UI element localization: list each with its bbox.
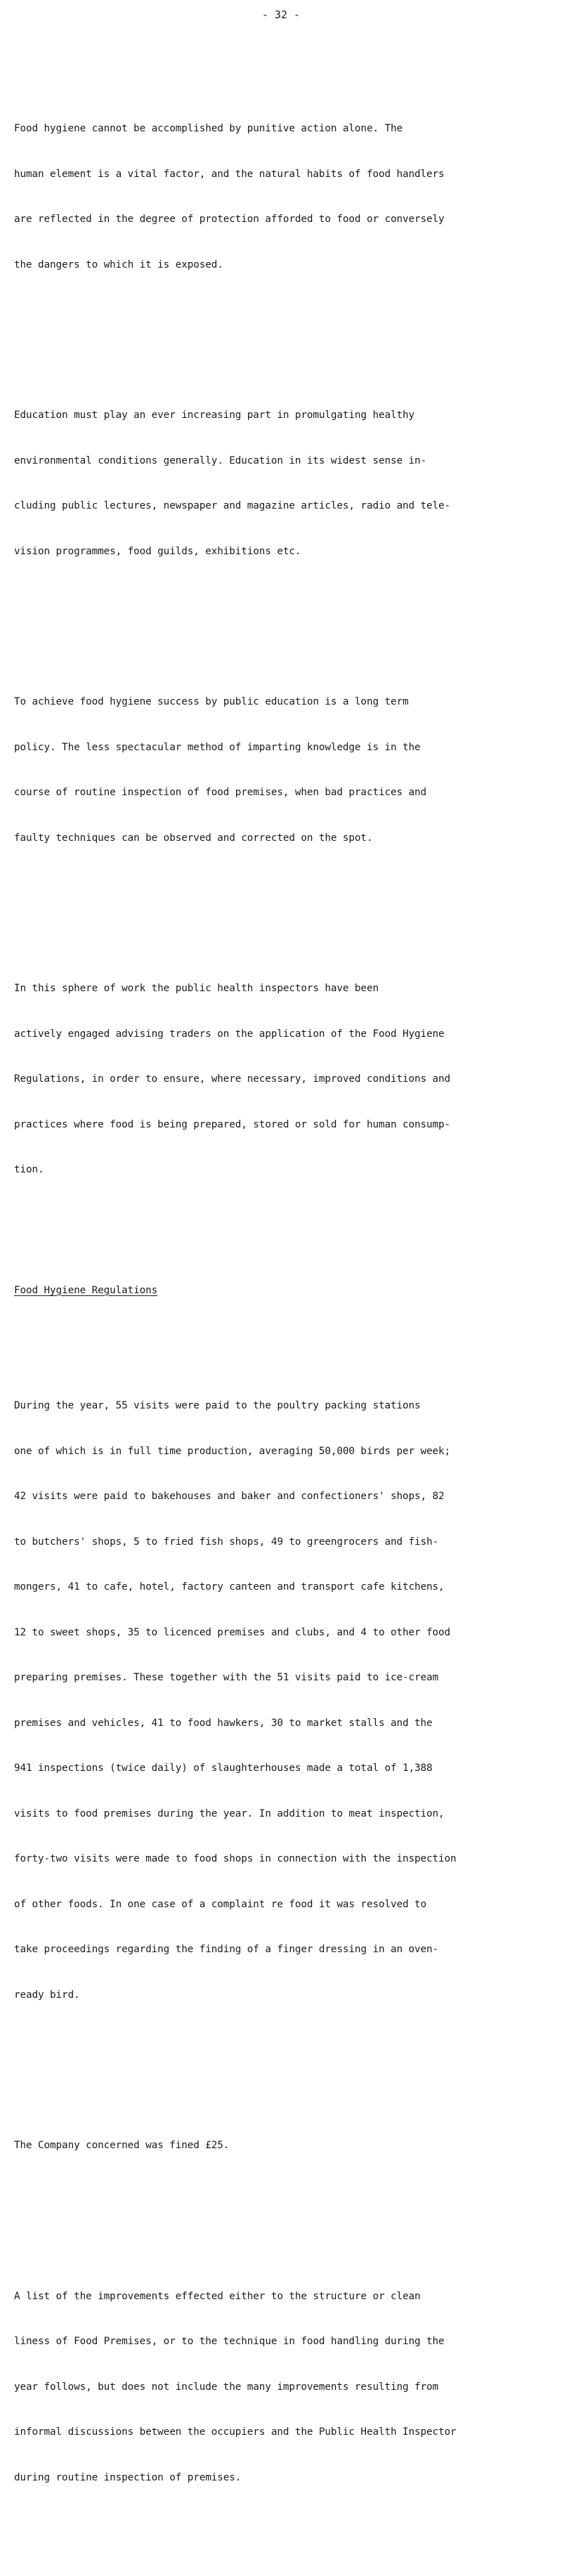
text-line: take proceedings regarding the finding of a finger dressing in an oven- <box>14 1944 439 1955</box>
text-line: human element is a vital factor, and the natural habits of food handlers <box>14 168 445 180</box>
text-line: preparing premises. These together with the 51 visits paid to ice-cream <box>14 1672 439 1683</box>
text-line: Regulations, in order to ensure, where necessary, improved conditions and <box>14 1073 451 1085</box>
text-line: Education must play an ever increasing part in promulgating healthy <box>14 410 414 421</box>
paragraph-visits <box>14 1368 562 2033</box>
text-line: cluding public lectures, newspaper and magazine articles, radio and tele- <box>14 500 451 511</box>
text-line: Food hygiene cannot be accomplished by punitive action alone. The <box>14 123 403 134</box>
text-line: policy. The less spectacular method of imparting knowledge is in the <box>14 741 421 753</box>
text-line: visits to food premises during the year. In addition to meat inspection, <box>14 1807 445 1819</box>
text-line: In this sphere of work the public health inspectors have been <box>14 983 379 994</box>
text-line: course of routine inspection of food premises, when bad practices and <box>14 787 427 798</box>
text-line: premises and vehicles, 41 to food hawkers, 30 to market stalls and the <box>14 1717 433 1729</box>
section-heading: Food Hygiene Regulations <box>14 1284 158 1296</box>
text-line: tion. <box>14 1164 44 1175</box>
page-number: - 32 - <box>261 8 301 21</box>
text-line: are reflected in the degree of protection afforded to food or conversely <box>14 214 445 225</box>
text-line: faulty techniques can be observed and corrected on the spot. <box>14 832 373 844</box>
paragraph-inspectors <box>14 951 562 1208</box>
text-line: mongers, 41 to cafe, hotel, factory canteen and transport cafe kitchens, <box>14 1581 445 1593</box>
text-line: of other foods. In one case of a complaint re food it was resolved to <box>14 1898 427 1910</box>
text-line: the dangers to which it is exposed. <box>14 259 223 270</box>
text-line: During the year, 55 visits were paid to the poultry packing stations <box>14 1400 421 1411</box>
text-line: informal discussions between the occupiers and the Public Health Inspector <box>14 2426 457 2438</box>
text-line: during routine inspection of premises. <box>14 2471 242 2483</box>
text-line: year follows, but does not include the many improvements resulting from <box>14 2381 439 2393</box>
text-line: forty-two visits were made to food shops in connection with the inspection <box>14 1853 457 1864</box>
text-line: 42 visits were paid to bakehouses and baker and confectioners' shops, 82 <box>14 1491 445 1502</box>
text-line: environmental conditions generally. Education in its widest sense in- <box>14 455 427 466</box>
document-body <box>14 31 562 2576</box>
text-line: The Company concerned was fined £25. <box>14 2140 230 2151</box>
text-line: ready bird. <box>14 1989 80 2001</box>
paragraph-education <box>14 378 562 589</box>
text-line: To achieve food hygiene success by public education is a long term <box>14 696 409 707</box>
paragraph-fine <box>14 2108 562 2184</box>
paragraph-human-element <box>14 91 562 303</box>
paragraph-improvements <box>14 2259 562 2516</box>
text-line: practices where food is being prepared, stored or sold for human consump- <box>14 1118 451 1130</box>
text-line: vision programmes, food guilds, exhibitions etc. <box>14 545 301 557</box>
text-line: A list of the improvements effected either to the structure or clean <box>14 2290 421 2302</box>
text-line: 12 to sweet shops, 35 to licenced premises and clubs, and 4 to other food <box>14 1626 451 1638</box>
text-line: liness of Food Premises, or to the technique in food handling during the <box>14 2336 445 2347</box>
text-line: 941 inspections (twice daily) of slaughterhouses made a total of 1,388 <box>14 1763 433 1774</box>
text-line: to butchers' shops, 5 to fried fish shops, 49 to greengrocers and fish- <box>14 1536 439 1548</box>
paragraph-long-term-policy <box>14 665 562 876</box>
text-line: one of which is in full time production, averaging 50,000 birds per week; <box>14 1445 451 1457</box>
text-line: actively engaged advising traders on the application of the Food Hygiene <box>14 1028 445 1040</box>
